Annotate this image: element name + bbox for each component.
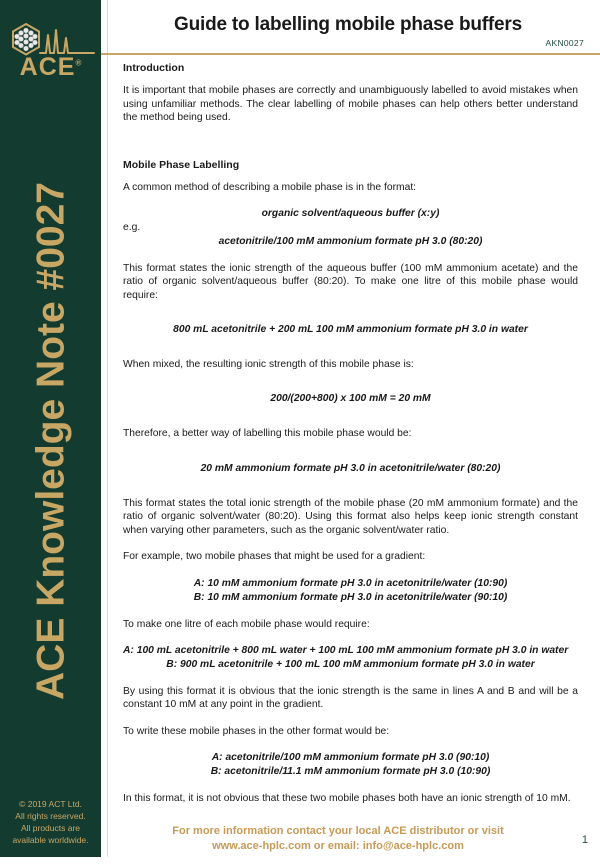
footer-contact-line-1: For more information contact your local ACE distributor or visit [172,825,504,837]
paragraph-when-mixed: When mixed, the resulting ionic strength of this mobile phase is: [123,359,414,371]
paragraph-total-ionic-strength: This format states the total ionic strength of the mobile phase (20 mM ammonium formate) and the ratio of organic solvent/water (80:20). Using this format also helps keep ionic strength constant when varying other parameters, such as the organic solvent/water ratio. [123,497,578,536]
paragraph-format-states: This format states the ionic strength of the aqueous buffer (100 mM ammonium acetate) and the ratio of organic solvent/aqueous buffer (80:20). To make one litre of this mobile phase would require: [123,262,578,301]
spacer [123,371,578,392]
registered-trademark-icon: ® [75,58,82,68]
page-number: 1 [581,834,588,846]
vertical-title-container [0,96,101,786]
spacer [123,779,578,792]
formula-other-a: A: acetonitrile/100 mM ammonium formate pH 3.0 (90:10) [211,752,490,764]
copyright-line: All products are [20,823,81,833]
brand-logo [0,22,101,90]
copyright-line: © 2019 ACT Ltd. [19,799,82,809]
sidebar [0,0,101,857]
copyright-block [0,798,101,846]
eg-label: e.g. [123,222,141,234]
intro-paragraph: It is important that mobile phases are correctly and unambiguously labelled to avoid mistakes when using unfamiliar methods. The clear labelling of mobile phases can help others better understand the method being used. [123,85,578,124]
paragraph-to-make-one-litre: To make one litre of each mobile phase would require: [123,618,370,630]
formula-gradient-a: A: 10 mM ammonium formate pH 3.0 in acetonitrile/water (10:90) [193,577,508,589]
formula-gradient-b: B: 10 mM ammonium formate pH 3.0 in acetonitrile/water (90:10) [193,591,508,603]
footer-contact-block [118,824,558,854]
paragraph-common-method: A common method of describing a mobile phase is in the format: [123,182,417,194]
copyright-line: available worldwide. [12,835,89,845]
spacer [123,631,578,644]
section-heading-introduction: Introduction [123,62,185,74]
spacer [123,337,578,358]
paragraph-therefore: Therefore, a better way of labelling this mobile phase would be: [123,428,412,440]
spacer [123,476,578,497]
spacer [123,406,578,427]
formula-ionic-calculation: 200/(200+800) x 100 mM = 20 mM [270,393,431,405]
page-header [108,0,600,56]
paragraph-other-format: To write these mobile phases in the other format would be: [123,725,390,737]
page-title: Guide to labelling mobile phase buffers [174,14,522,35]
formula-generic: organic solvent/aqueous buffer (x:y) [261,208,440,220]
formula-other-b: B: acetonitrile/11.1 mM ammonium formate pH 3.0 (10:90) [210,766,491,778]
document-body [123,62,578,806]
paragraph-not-obvious: In this format, it is not obvious that these two mobile phases both have an ionic strength of 10 mM. [123,793,571,805]
paragraph-by-using-format: By using this format it is obvious that the ionic strength is the same in lines A and B and will be a constant 10 mM at any point in the gradient. [123,685,578,711]
spacer [123,441,578,462]
spacer [123,194,578,207]
section-heading-mobile-phase-labelling: Mobile Phase Labelling [123,158,240,171]
formula-example: acetonitrile/100 mM ammonium formate pH 3.0 (80:20) [218,235,483,247]
spacer [123,249,578,262]
header-rule [101,53,600,55]
spacer [123,738,578,751]
spacer [123,302,578,323]
document-code: AKN0027 [545,38,584,48]
sidebar-divider [107,0,108,857]
formula-recipe-b: B: 900 mL acetonitrile + 100 mL 100 mM ammonium formate pH 3.0 in water [166,658,535,670]
footer-contact-line-2[interactable]: www.ace-hplc.com or email: info@ace-hplc.com [212,840,464,852]
knowledge-note-vertical-title: ACE Knowledge Note #0027 [29,182,72,700]
logo-wordmark [0,55,101,80]
spacer [123,712,578,725]
formula-better-label: 20 mM ammonium formate pH 3.0 in acetonitrile/water (80:20) [200,462,501,474]
page-footer [108,820,600,866]
spacer [123,564,578,577]
spacer [123,537,578,550]
formula-recipe-a: A: 100 mL acetonitrile + 800 mL water + 100 mL 100 mM ammonium formate pH 3.0 in water [123,644,569,656]
spacer [123,125,578,159]
spacer [123,672,578,685]
spacer [123,605,578,618]
copyright-line: All rights reserved. [15,811,86,821]
formula-recipe: 800 mL acetonitrile + 200 mL 100 mM ammonium formate pH 3.0 in water [173,324,528,336]
logo-wordmark-text: ACE [19,53,76,81]
paragraph-for-example: For example, two mobile phases that might be used for a gradient: [123,551,426,563]
